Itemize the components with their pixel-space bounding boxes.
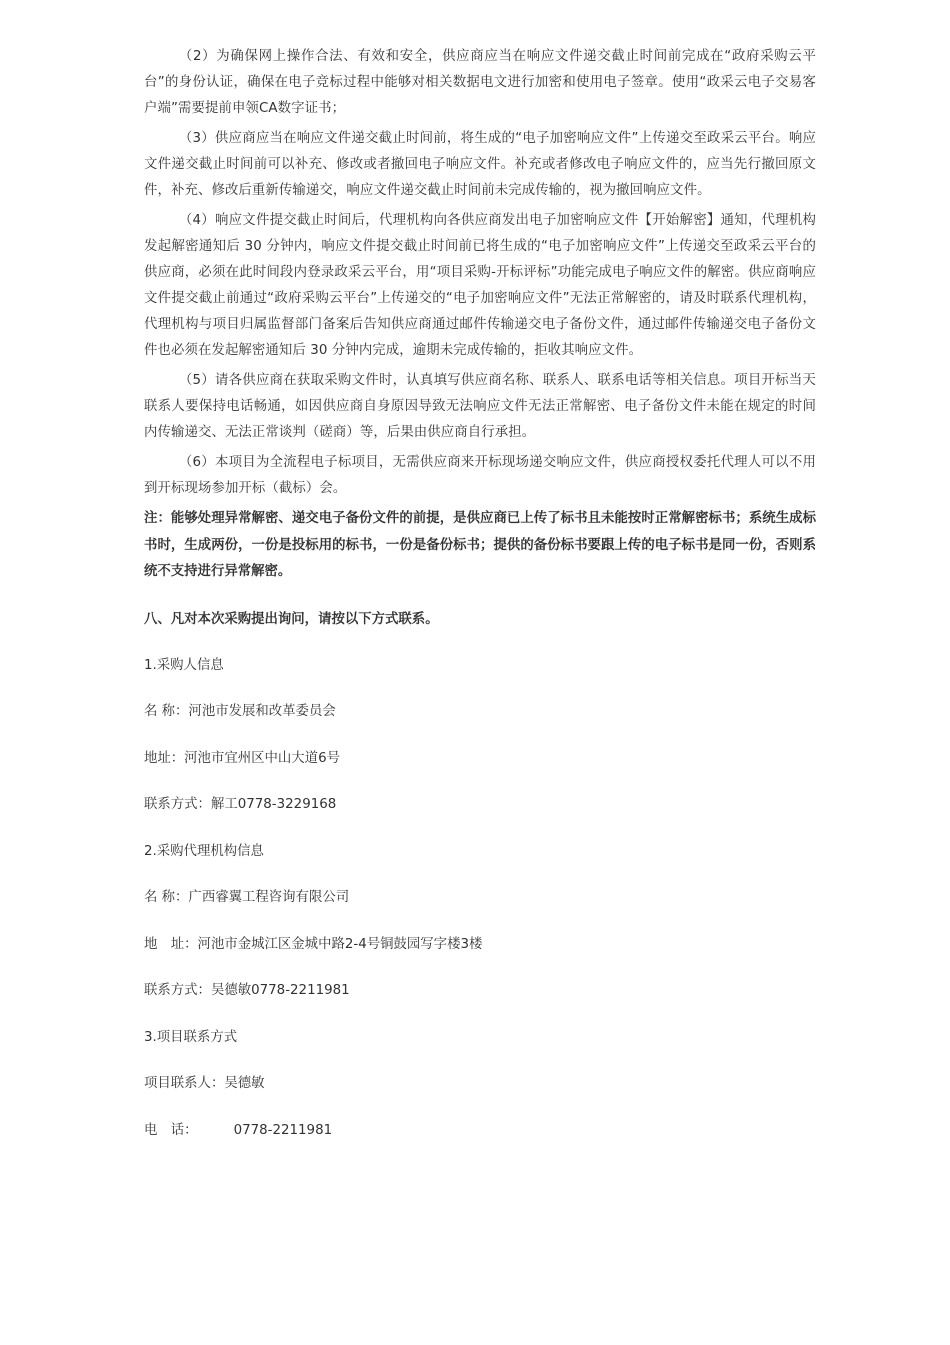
purchaser-heading: 1.采购人信息: [144, 657, 224, 673]
purchaser-contact: 联系方式：解工0778-3229168: [144, 797, 337, 812]
contact-info-list: [144, 656, 816, 1141]
project-phone-label: 电 话：: [144, 1122, 198, 1138]
purchaser-address: 地址：河池市宜州区中山大道6号: [144, 750, 340, 766]
project-heading: 3.项目联系方式: [144, 1029, 238, 1045]
agency-address: 地 址：河池市金城江区金城中路2-4号铜鼓园写字楼3楼: [144, 936, 483, 952]
note-paragraph: 注：能够处理异常解密、递交电子备份文件的前提，是供应商已上传了标书且未能按时正常解密标书；系统生成标书时，生成两份，一份是投标用的标书，一份是备份标书；提供的备份标书要跟上传的电子标书是同一份，否则系统不支持进行异常解密。: [144, 511, 816, 579]
paragraph-item-5: （5）请各供应商在获取采购文件时，认真填写供应商名称、联系人、联系电话等相关信息。项目开标当天联系人要保持电话畅通，如因供应商自身原因导致无法响应文件无法正常解密、电子备份文件未能在规定的时间内传输递交、无法正常谈判（磋商）等，后果由供应商自行承担。: [144, 373, 816, 440]
section-title-contact: 八、凡对本次采购提出询问，请按以下方式联系。: [144, 611, 439, 627]
agency-name: 名 称：广西睿翼工程咨询有限公司: [144, 890, 350, 905]
paragraph-item-6: （6）本项目为全流程电子标项目，无需供应商来开标现场递交响应文件，供应商授权委托代理人可以不用到开标现场参加开标（截标）会。: [144, 455, 816, 496]
document-page: [144, 44, 816, 1167]
project-phone-number: 0778-2211981: [233, 1122, 333, 1138]
agency-heading: 2.采购代理机构信息: [144, 843, 264, 859]
project-phone-line: [144, 1121, 816, 1141]
agency-contact: 联系方式：吴德敏0778-2211981: [144, 983, 350, 998]
project-person: 项目联系人：吴德敏: [144, 1076, 265, 1091]
paragraph-item-2: （2）为确保网上操作合法、有效和安全，供应商应当在响应文件递交截止时间前完成在“政府采购云平台”的身份认证，确保在电子竞标过程中能够对相关数据电文进行加密和使用电子签章。使用“政采云电子交易客户端”需要提前申领CA数字证书；: [144, 49, 816, 116]
paragraph-item-4: （4）响应文件提交截止时间后，代理机构向各供应商发出电子加密响应文件【开始解密】通知，代理机构发起解密通知后 30 分钟内，响应文件提交截止时间前已将生成的“电子加密响应文件”上传递交至政采云平台的供应商，必须在此时间段内登录政采云平台，用“项目采购-开标评标”功能完成电子响应文件的解密。供应商响应文件提交截止前通过“政府采购云平台”上传递交的“电子加密响应文件”无法正常解密的，请及时联系代理机构，代理机构与项目归属监督部门备案后告知供应商通过邮件传输递交电子备份文件，通过邮件传输递交电子备份文件也必须在发起解密通知后 30 分钟内完成，逾期未完成传输的，拒收其响应文件。: [144, 213, 816, 358]
paragraph-item-3: （3）供应商应当在响应文件递交截止时间前，将生成的“电子加密响应文件”上传递交至政采云平台。响应文件递交截止时间前可以补充、修改或者撤回电子响应文件。补充或者修改电子响应文件的，应当先行撤回原文件，补充、修改后重新传输递交，响应文件递交截止时间前未完成传输的，视为撤回响应文件。: [144, 131, 816, 198]
purchaser-name: 名 称：河池市发展和改革委员会: [144, 704, 336, 719]
